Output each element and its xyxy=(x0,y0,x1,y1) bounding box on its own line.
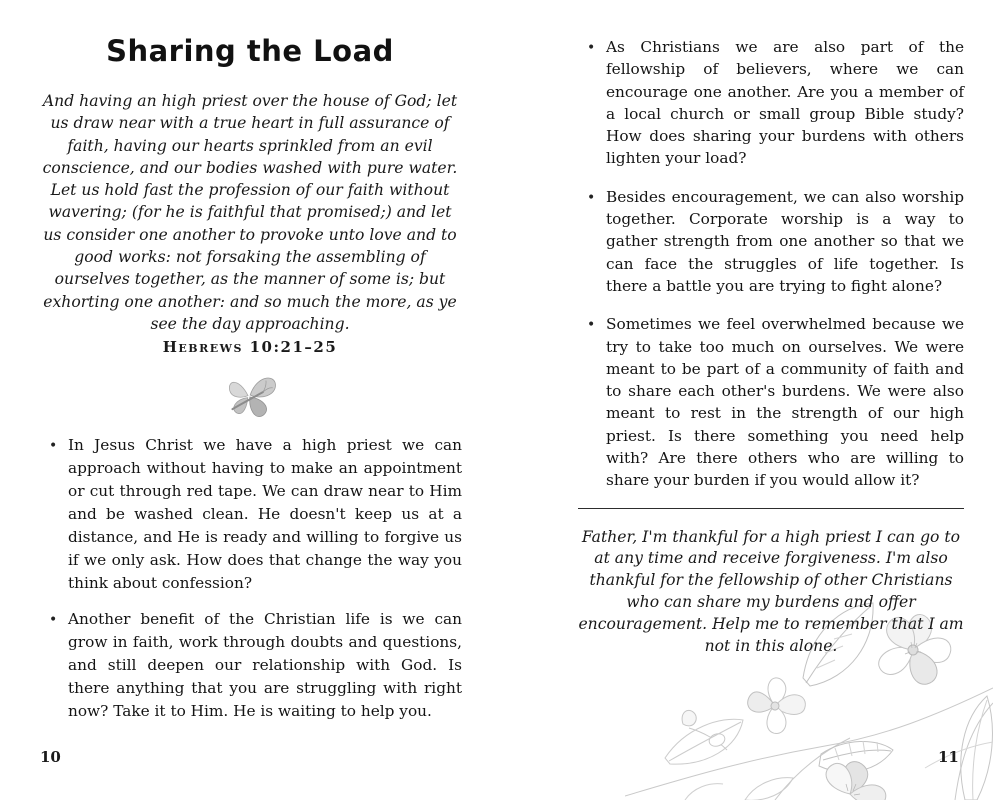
bullet-item: • As Christians we are also part of the fellowship of believers, where we can encourage one another. Are you a member of a local church or small group Bible study? How does sharing your burdens with others lighten your load? xyxy=(606,36,964,170)
prayer-text: Father, I'm thankful for a high priest I can go to at any time and receive forgiveness. I'm also thankful for the fellowship of other Christians who can share my burdens and offer encouragement. Help me to remember that I am not in this alone. xyxy=(578,527,964,655)
scripture-reference: Hebrews 10:21–25 xyxy=(162,338,338,357)
page-title: Sharing the Load xyxy=(106,34,394,68)
left-page xyxy=(38,28,462,736)
butterfly-icon xyxy=(220,368,280,424)
page-number-left: 10 xyxy=(40,748,61,766)
scripture-quote: And having an high priest over the house of God; let us draw near with a true heart in full assurance of faith, having our hearts sprinkled from an evil conscience, and our bodies washed with pure water. Let us hold fast the profession of our faith without wavering; (for he is faithful that promised;) and let us consider one another to provoke unto love and to good works: not forsaking the assembling of ourselves together, as the manner of some is; but exhorting one another: and so much the more, as ye see the day approaching. xyxy=(42,92,458,333)
right-bullet-list xyxy=(578,36,964,492)
page-number-right: 11 xyxy=(938,748,959,766)
section-divider xyxy=(578,508,964,509)
bullet-item: • Besides encouragement, we can also worship together. Corporate worship is a way to gather strength from one another so that we can face the struggles of life together. Is there a battle you are trying to fight alone? xyxy=(606,186,964,297)
bullet-item: • Sometimes we feel overwhelmed because we try to take too much on ourselves. We were meant to be part of a community of faith and to share each other's burdens. We were also meant to rest in the strength of our high priest. Is there something you need help with? Are there others who are willing to share your burden if you would allow it? xyxy=(606,313,964,491)
bullet-item: • Another benefit of the Christian life is we can grow in faith, work through doubts and questions, and still deepen our relationship with God. Is there anything that you are struggling with right now? Take it to Him. He is waiting to help you. xyxy=(68,608,462,723)
left-bullet-list xyxy=(38,434,462,723)
bullet-item: • In Jesus Christ we have a high priest we can approach without having to make an appointment or cut through red tape. We can draw near to Him and be washed clean. He doesn't keep us at a distance, and He is ready and willing to forgive us if we only ask. How does that change the way you think about confession? xyxy=(68,434,462,595)
right-page xyxy=(578,36,964,657)
